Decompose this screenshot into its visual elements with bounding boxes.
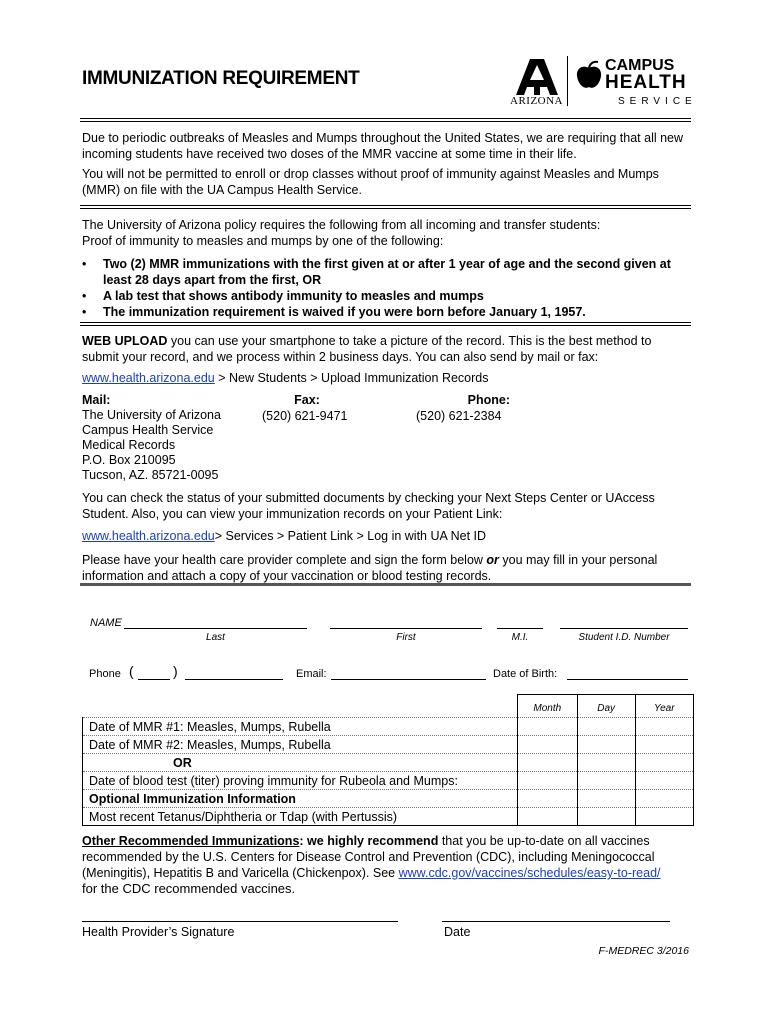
section-rule	[80, 205, 691, 209]
mail-line: P.O. Box 210095	[82, 453, 176, 467]
university-name: ARIZONA	[510, 95, 563, 107]
empty-cell	[635, 790, 693, 808]
provider-text-a: Please have your health care provider complete and sign the form below	[82, 553, 487, 567]
year-cell[interactable]	[635, 772, 693, 790]
requirement-item: • A lab test that shows antibody immunity to measles and mumps	[80, 288, 692, 304]
mail-label: Mail:	[82, 393, 111, 407]
dob-field[interactable]	[567, 679, 688, 680]
signature-line[interactable]	[82, 921, 398, 922]
mail-line: Tucson, AZ. 85721-0095	[82, 468, 219, 482]
first-name-field[interactable]	[330, 628, 482, 629]
status-paragraph: You can check the status of your submitted documents by checking your Next Steps Center or UAccess Student. Also, you can view your immunization records on your Patient Link:	[82, 491, 655, 521]
provider-or: or	[486, 553, 499, 567]
signature-caption: Health Provider’s Signature	[82, 925, 235, 939]
optional-heading: Optional Immunization Information	[83, 790, 518, 808]
fax-number: (520) 621-9471	[262, 409, 348, 423]
row-label: Date of MMR #2: Measles, Mumps, Rubella	[83, 736, 518, 754]
column-header-month: Month	[517, 695, 577, 718]
fax-label: Fax:	[294, 393, 320, 407]
year-cell[interactable]	[635, 736, 693, 754]
recommended-text: that you be up-to-date on all vaccines recommended by the U.S. Centers for Disease Control and Prevention (CDC), including Meningococcal (Meningitis), Hepatitis B and Varicella (Chickenpox). See	[82, 834, 655, 880]
year-cell[interactable]	[635, 808, 693, 826]
web-upload-text: you can use your smartphone to take a picture of the record. This is the best method to submit your record, and we process within 2 business days. You can also send by mail or fax:	[82, 334, 652, 364]
student-id-field[interactable]	[560, 628, 688, 629]
day-cell[interactable]	[577, 808, 635, 826]
date-caption: Date	[444, 925, 471, 939]
table-header-blank	[83, 695, 518, 718]
upload-path	[82, 370, 682, 386]
empty-cell	[577, 754, 635, 772]
empty-cell	[517, 790, 577, 808]
table-row	[83, 772, 694, 790]
intro-paragraph-1: Due to periodic outbreaks of Measles and Mumps throughout the United States, we are requiring that all new incoming students have received two doses of the MMR vaccine at some time in their life.	[82, 131, 684, 161]
phone-field-label: Phone	[89, 668, 121, 680]
requirement-item: • The immunization requirement is waived if you were born before January 1, 1957.	[80, 304, 692, 320]
health-website-link[interactable]: www.health.arizona.edu	[82, 529, 215, 543]
row-label: Date of blood test (titer) proving immunity for Rubeola and Mumps:	[83, 772, 518, 790]
university-logo	[510, 55, 564, 109]
intro-paragraph-2: You will not be permitted to enroll or drop classes without proof of immunity against Measles and Mumps (MMR) on file with the UA Campus Health Service.	[82, 167, 659, 197]
date-line[interactable]	[442, 921, 670, 922]
recommended-bold: we highly recommend	[303, 834, 439, 848]
last-caption: Last	[206, 632, 225, 643]
patient-link-path	[82, 528, 682, 544]
phone-field[interactable]	[185, 679, 283, 680]
table-row	[83, 790, 694, 808]
or-label: OR	[83, 754, 518, 772]
email-field-label: Email:	[296, 668, 327, 680]
mail-line: Medical Records	[82, 438, 176, 452]
form-divider	[80, 583, 691, 586]
recommended-heading: Other Recommended Immunizations	[82, 834, 300, 848]
page-title: IMMUNIZATION REQUIREMENT	[82, 68, 360, 89]
mail-line: Campus Health Service	[82, 423, 214, 437]
health-website-link[interactable]: www.health.arizona.edu	[82, 371, 215, 385]
middle-initial-field[interactable]	[497, 628, 543, 629]
recommended-paragraph	[82, 833, 688, 897]
month-cell[interactable]	[517, 736, 577, 754]
header-rule	[80, 118, 691, 122]
area-code-field[interactable]	[138, 679, 170, 680]
requirement-item: • Two (2) MMR immunizations with the first given at or after 1 year of age and the second given at least 28 days apart from the first, OR	[80, 256, 692, 288]
apple-icon	[574, 60, 604, 92]
logo-service: SERVICE	[618, 96, 697, 107]
table-row	[83, 736, 694, 754]
policy-line-2: Proof of immunity to measles and mumps by one of the following:	[82, 234, 444, 248]
area-code-open: (	[129, 663, 134, 679]
empty-cell	[635, 754, 693, 772]
phone-number: (520) 621-2384	[416, 409, 502, 423]
web-upload-paragraph	[82, 333, 682, 365]
mail-line: The University of Arizona	[82, 408, 221, 422]
month-cell[interactable]	[517, 808, 577, 826]
section-rule	[80, 322, 691, 326]
web-upload-lead: WEB UPLOAD	[82, 334, 168, 348]
logo-campus: CAMPUS	[605, 57, 675, 74]
row-label: Date of MMR #1: Measles, Mumps, Rubella	[83, 718, 518, 736]
column-header-day: Day	[577, 695, 635, 718]
email-field[interactable]	[331, 679, 486, 680]
day-cell[interactable]	[577, 718, 635, 736]
requirement-list	[80, 256, 692, 320]
campus-health-logo	[574, 56, 697, 108]
recommended-colon: :	[299, 834, 304, 848]
year-cell[interactable]	[635, 718, 693, 736]
provider-text-b: you may fill in your personal information and attach a copy of your vaccination or blood testing records.	[82, 553, 658, 583]
phone-label: Phone:	[467, 393, 510, 407]
area-code-close: )	[173, 663, 178, 679]
cdc-link[interactable]: www.cdc.gov/vaccines/schedules/easy-to-read/	[398, 866, 661, 880]
table-row	[83, 754, 694, 772]
last-name-field[interactable]	[124, 628, 307, 629]
day-cell[interactable]	[577, 736, 635, 754]
mail-address	[82, 408, 262, 483]
empty-cell	[577, 790, 635, 808]
name-label: NAME	[90, 617, 122, 629]
recommended-tail: for the CDC recommended vaccines.	[82, 881, 296, 896]
column-header-year: Year	[635, 695, 693, 718]
logo-health: HEALTH	[605, 72, 687, 93]
dob-field-label: Date of Birth:	[493, 668, 558, 680]
table-row	[83, 808, 694, 826]
table-row	[83, 718, 694, 736]
student-id-caption: Student I.D. Number	[578, 632, 670, 643]
policy-line-1: The University of Arizona policy requires the following from all incoming and transfer students:	[82, 218, 601, 232]
first-caption: First	[396, 632, 416, 643]
upload-path-text: > New Students > Upload Immunization Records	[214, 371, 489, 385]
patient-link-path-text: > Services > Patient Link > Log in with UA Net ID	[214, 529, 487, 543]
logo-divider	[567, 56, 568, 106]
month-cell[interactable]	[517, 772, 577, 790]
form-id: F-MEDREC 3/2016	[598, 945, 689, 957]
provider-instructions	[82, 552, 692, 584]
empty-cell	[517, 754, 577, 772]
immunization-table	[82, 694, 694, 826]
month-cell[interactable]	[517, 718, 577, 736]
mi-caption: M.I.	[511, 632, 529, 643]
day-cell[interactable]	[577, 772, 635, 790]
row-label: Most recent Tetanus/Diphtheria or Tdap (with Pertussis)	[83, 808, 518, 826]
table-header-row	[83, 695, 694, 718]
